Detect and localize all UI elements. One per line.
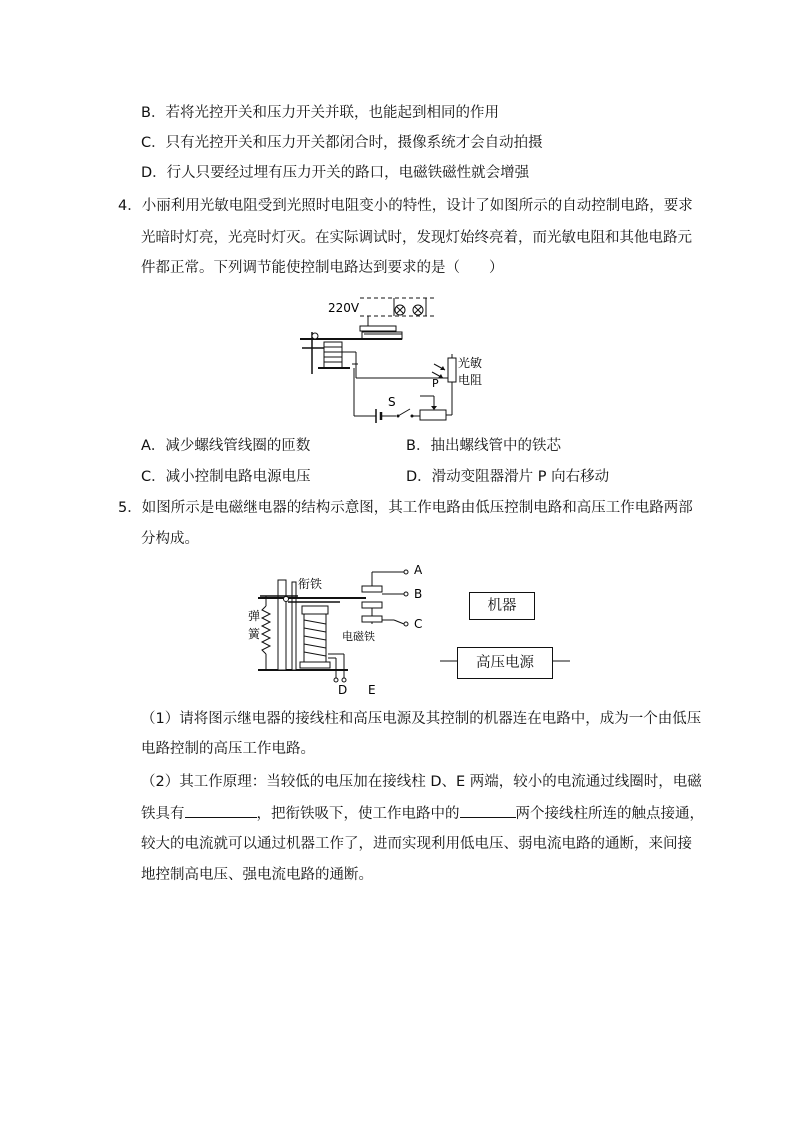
q5-part2-line2 [141,803,704,824]
q4-slider-label: P [432,377,439,390]
q5-part1-line1: （1）请将图示继电器的接线柱和高压电源及其控制的机器连在电路中，成为一个由低压 [141,711,702,727]
q5-part2-line4: 地控制高电压、强电流电路的通断。 [141,867,373,883]
q4-option-a: A．减少螺线管线圈的匝数 [141,438,311,454]
q4-ldr-label-1: 光敏 [458,356,483,370]
q5-part2-line1: （2）其工作原理：当较低的电压加在接线柱 D、E 两端，较小的电流通过线圈时，电磁 [141,774,702,790]
q5-stem-line1: 5．如图所示是电磁继电器的结构示意图，其工作电路由低压控制电路和高压工作电路两部 [118,500,693,516]
q5-part2-text-a: 铁具有 [141,806,185,822]
q4-option-d: D．滑动变阻器滑片 P 向右移动 [406,469,610,485]
q3-option-c: C．只有光控开关和压力开关都闭合时，摄像系统才会自动拍摄 [141,135,543,151]
q4-voltage-label: 220V [328,301,360,315]
q4-stem-line3: 件都正常。下列调节能使控制电路达到要求的是（ ） [141,260,504,276]
q5-terminal-a: A [414,563,423,577]
q5-terminal-d: D [338,683,348,697]
q5-spring-label-2: 簧 [248,627,261,641]
q4-option-c: C．减小控制电路电源电压 [141,469,311,485]
q5-answer-blank-2[interactable] [460,803,516,818]
q4-circuit-diagram [298,292,498,432]
q3-option-d: D．行人只要经过埋有压力开关的路口，电磁铁磁性就会增强 [141,165,530,181]
q5-hv-source-box: 高压电源 [457,647,553,679]
q5-armature-label: 衔铁 [298,577,323,591]
q5-part1-line2: 电路控制的高压工作电路。 [141,741,315,757]
q5-terminal-c: C [414,617,423,631]
q5-electromagnet-label: 电磁铁 [342,630,375,643]
q5-spring-label-1: 弹 [248,609,261,623]
q5-part2-text-c: 两个接线柱所连的触点接通， [515,806,704,822]
q5-answer-blank-1[interactable] [185,803,257,818]
q5-part2-text-b: ，把衔铁吸下，使工作电路中的 [256,806,460,822]
q5-part2-line3: 较大的电流就可以通过机器工作了，进而实现利用低电压、弱电流电路的通断，来间接 [141,836,692,852]
q5-machine-box: 机器 [469,592,535,620]
q5-stem-line2: 分构成。 [141,531,199,547]
q5-terminal-e: E [368,683,376,697]
q3-option-b: B．若将光控开关和压力开关并联，也能起到相同的作用 [141,105,499,121]
q4-option-b: B．抽出螺线管中的铁芯 [406,438,561,454]
q4-stem-line2: 光暗时灯亮，光亮时灯灭。在实际调试时，发现灯始终亮着，而光敏电阻和其他电路元 [141,230,692,246]
q5-relay-diagram [244,558,434,698]
q4-ldr-label-2: 电阻 [458,373,483,387]
q4-stem-line1: 4．小丽利用光敏电阻受到光照时电阻变小的特性，设计了如图所示的自动控制电路，要求 [118,198,693,214]
q5-terminal-b: B [414,587,423,601]
q4-switch-label: S [388,395,396,409]
